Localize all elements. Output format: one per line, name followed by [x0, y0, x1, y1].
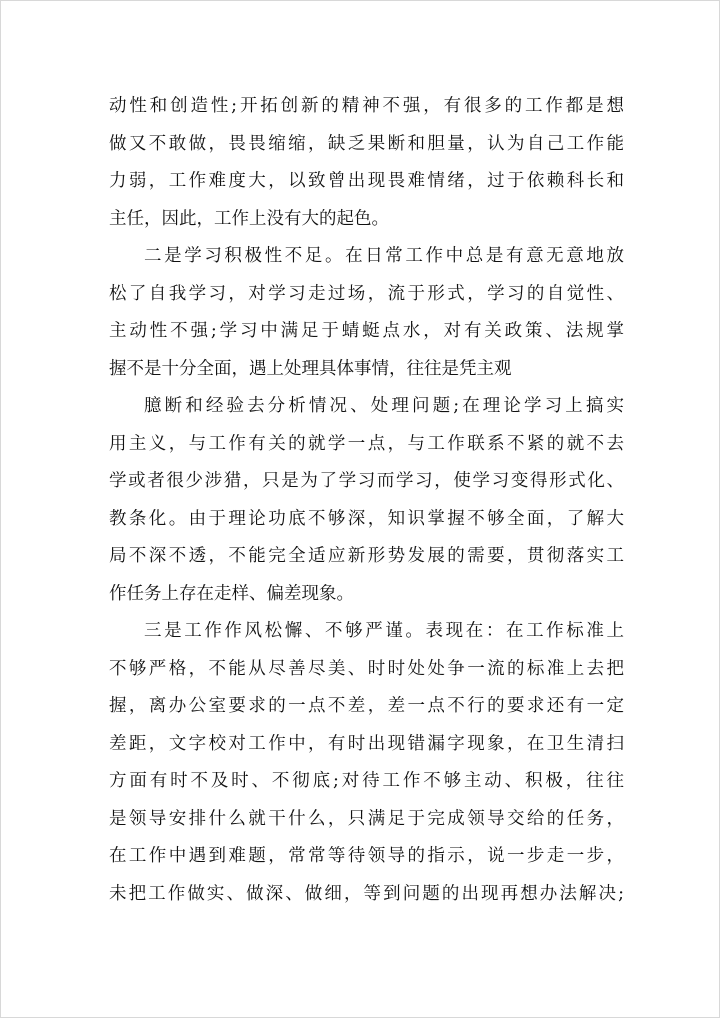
text-line: 力弱，工作难度大，以致曾出现畏难情绪，过于依赖科长和 — [109, 171, 624, 191]
text-line: 松了自我学习，对学习走过场，流于形式，学习的自觉性、 — [109, 283, 624, 304]
text-line: 不够严格，不能从尽善尽美、时时处处争一流的标准上去把 — [109, 658, 624, 679]
paragraph-first-line: 臆断和经验去分析情况、处理问题;在理论学习上搞实 — [144, 396, 624, 416]
text-line: 用主义，与工作有关的就学一点，与工作联系不紧的就不去 — [109, 433, 624, 454]
text-line: 差距，文字校对工作中，有时出现错漏字现象，在卫生清扫 — [109, 733, 624, 754]
text-line: 局不深不透，不能完全适应新形势发展的需要，贯彻落实工 — [109, 546, 624, 566]
text-line: 主动性不强;学习中满足于蜻蜓点水，对有关政策、法规掌 — [109, 321, 624, 341]
text-line: 握，离办公室要求的一点不差，差一点不行的要求还有一定 — [109, 696, 624, 716]
text-line: 做又不敢做，畏畏缩缩，缺乏果断和胆量，认为自己工作能 — [109, 133, 624, 154]
text-line: 学或者很少涉猎，只是为了学习而学习，使学习变得形式化、 — [109, 471, 624, 491]
text-line: 主任，因此，工作上没有大的起色。 — [109, 208, 389, 229]
body-text — [109, 88, 624, 913]
text-line: 作任务上存在走样、偏差现象。 — [109, 583, 354, 604]
paragraph-first-line: 二是学习积极性不足。在日常工作中总是有意无意地放 — [144, 246, 624, 266]
text-line: 握不是十分全面，遇上处理具体事情，往往是凭主观 — [109, 358, 512, 379]
text-line: 在工作中遇到难题，常常等待领导的指示，说一步走一步， — [109, 846, 624, 866]
text-line: 未把工作做实、做深、做细，等到问题的出现再想办法解决; — [109, 883, 624, 904]
text-line: 动性和创造性;开拓创新的精神不强，有很多的工作都是想 — [109, 96, 624, 116]
text-line: 方面有时不及时、不彻底;对待工作不够主动、积极，往往 — [109, 771, 624, 791]
text-line: 是领导安排什么就干什么，只满足于完成领导交给的任务， — [109, 808, 624, 829]
text-line: 教条化。由于理论功底不够深，知识掌握不够全面，了解大 — [109, 508, 624, 529]
paragraph-first-line: 三是工作作风松懈、不够严谨。表现在：在工作标准上 — [144, 621, 624, 641]
